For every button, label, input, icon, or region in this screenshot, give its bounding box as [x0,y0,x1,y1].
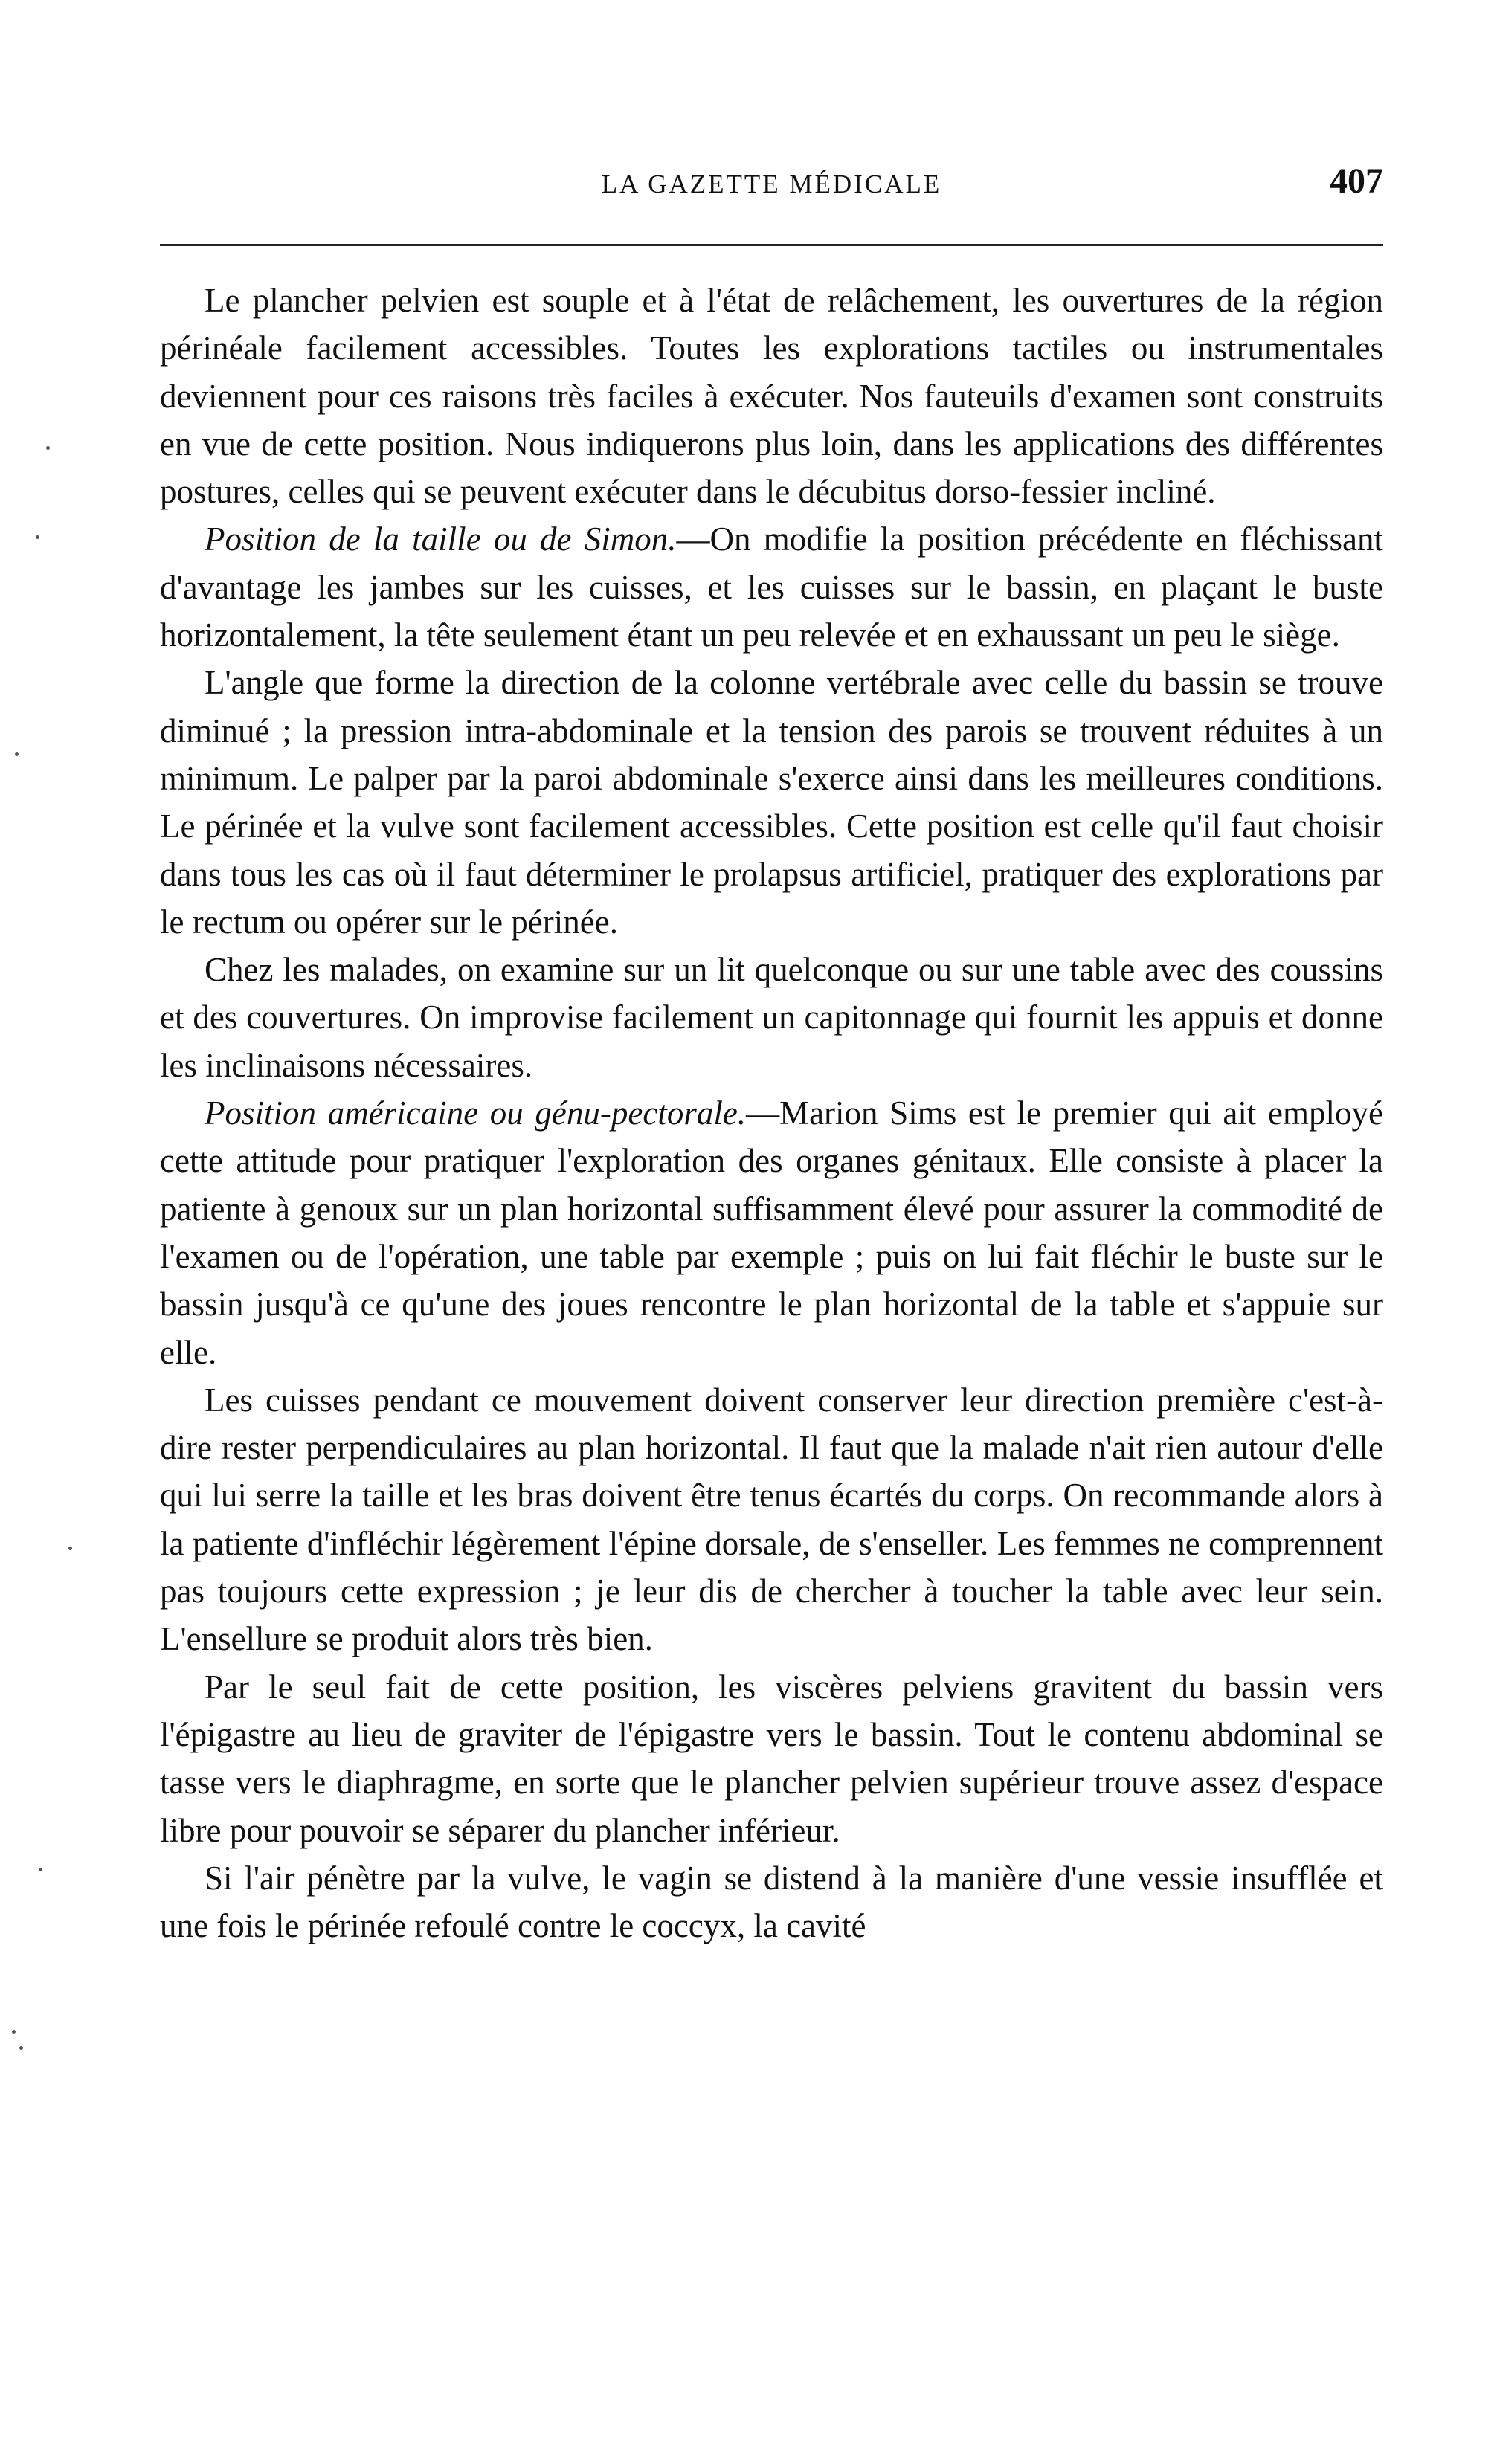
paragraph [160,659,1383,946]
paragraph-text: Par le seul fait de cette position, les viscères pelviens gravitent du bassin vers l'épigastre au lieu de graviter de l'épigastre vers le bassin. Tout le contenu abdominal se tasse vers le diaphragme, en sorte que le plancher pelvien supérieur trouve assez d'espace libre pour pouvoir se séparer du plancher inférieur. [160,1668,1383,1849]
margin-speck [46,446,50,450]
margin-speck [19,2046,23,2050]
paragraph-lead: Position de la taille ou de Simon. [205,520,677,558]
running-title: LA GAZETTE MÉDICALE [601,170,942,199]
paragraph-lead: Position américaine ou génu-pectorale. [205,1094,747,1132]
margin-speck [12,2030,16,2034]
paragraph-text: Chez les malades, on examine sur un lit quelconque ou sur une table avec des coussins et des couvertures. On improvise facilement un capitonnage qui fournit les appuis et donne les inclinaisons nécessaires. [160,951,1383,1084]
paragraph [160,515,1383,659]
paragraph [160,1663,1383,1854]
margin-speck [36,535,39,539]
paragraph [160,1854,1383,1950]
paragraph-text: Le plancher pelvien est souple et à l'état de relâchement, les ouvertures de la région périnéale facilement accessibles. Toutes les explorations tactiles ou instrumentales deviennent pour ces raisons très faciles à exécuter. Nos fauteuils d'examen sont construits en vue de cette position. Nous indiquerons plus loin, dans les applications des différentes postures, celles qui se peuvent exécuter dans le décubitus dorso-fessier incliné. [160,282,1383,511]
margin-specks [0,0,89,2464]
paragraph-text: —Marion Sims est le premier qui ait employé cette attitude pour pratiquer l'exploration des organes génitaux. Elle consiste à placer la patiente à genoux sur un plan horizontal suffisamment élevé pour assurer la commodité de l'examen ou de l'opération, une table par exemple ; puis on lui fait fléchir le buste sur le bassin jusqu'à ce qu'une des joues rencontre le plan horizontal de la table et s'appuie sur elle. [160,1094,1383,1371]
paragraph-text: Si l'air pénètre par la vulve, le vagin se distend à la manière d'une vessie insufflée et une fois le périnée refoulé contre le coccyx, la cavité [160,1859,1383,1945]
page-number: 407 [1330,161,1383,201]
paragraph-text: L'angle que forme la direction de la colonne vertébrale avec celle du bassin se trouve diminué ; la pression intra-abdominale et la tension des parois se trouvent réduites à un minimum. Le palper par la paroi abdominale s'exerce ainsi dans les meilleures conditions. Le périnée et la vulve sont facilement accessibles. Cette position est celle qu'il faut choisir dans tous les cas où il faut déterminer le prolapsus artificiel, pratiquer des explorations par le rectum ou opérer sur le périnée. [160,664,1383,941]
margin-speck [68,1547,72,1550]
margin-speck [15,752,19,756]
paragraph [160,1089,1383,1376]
paragraph [160,277,1383,515]
paragraph [160,946,1383,1089]
paragraph [160,1376,1383,1663]
body-text [160,277,1383,1949]
running-head [160,156,1383,201]
paragraph-text: Les cuisses pendant ce mouvement doivent conserver leur direction première c'est-à-dire rester perpendiculaires au plan horizontal. Il faut que la malade n'ait rien autour d'elle qui lui serre la taille et les bras doivent être tenus écartés du corps. On recommande alors à la patiente d'infléchir légèrement l'épine dorsale, de s'enseller. Les femmes ne comprennent pas toujours cette expression ; je leur dis de chercher à toucher la table avec leur sein. L'ensellure se produit alors très bien. [160,1381,1383,1658]
header-rule [160,244,1383,246]
paragraph-text: —On modifie la position précédente en fléchissant d'avantage les jambes sur les cuisses, et les cuisses sur le bassin, en plaçant le buste horizontalement, la tête seulement étant un peu relevée et en exhaussant un peu le siège. [160,520,1383,654]
margin-speck [39,1868,42,1871]
